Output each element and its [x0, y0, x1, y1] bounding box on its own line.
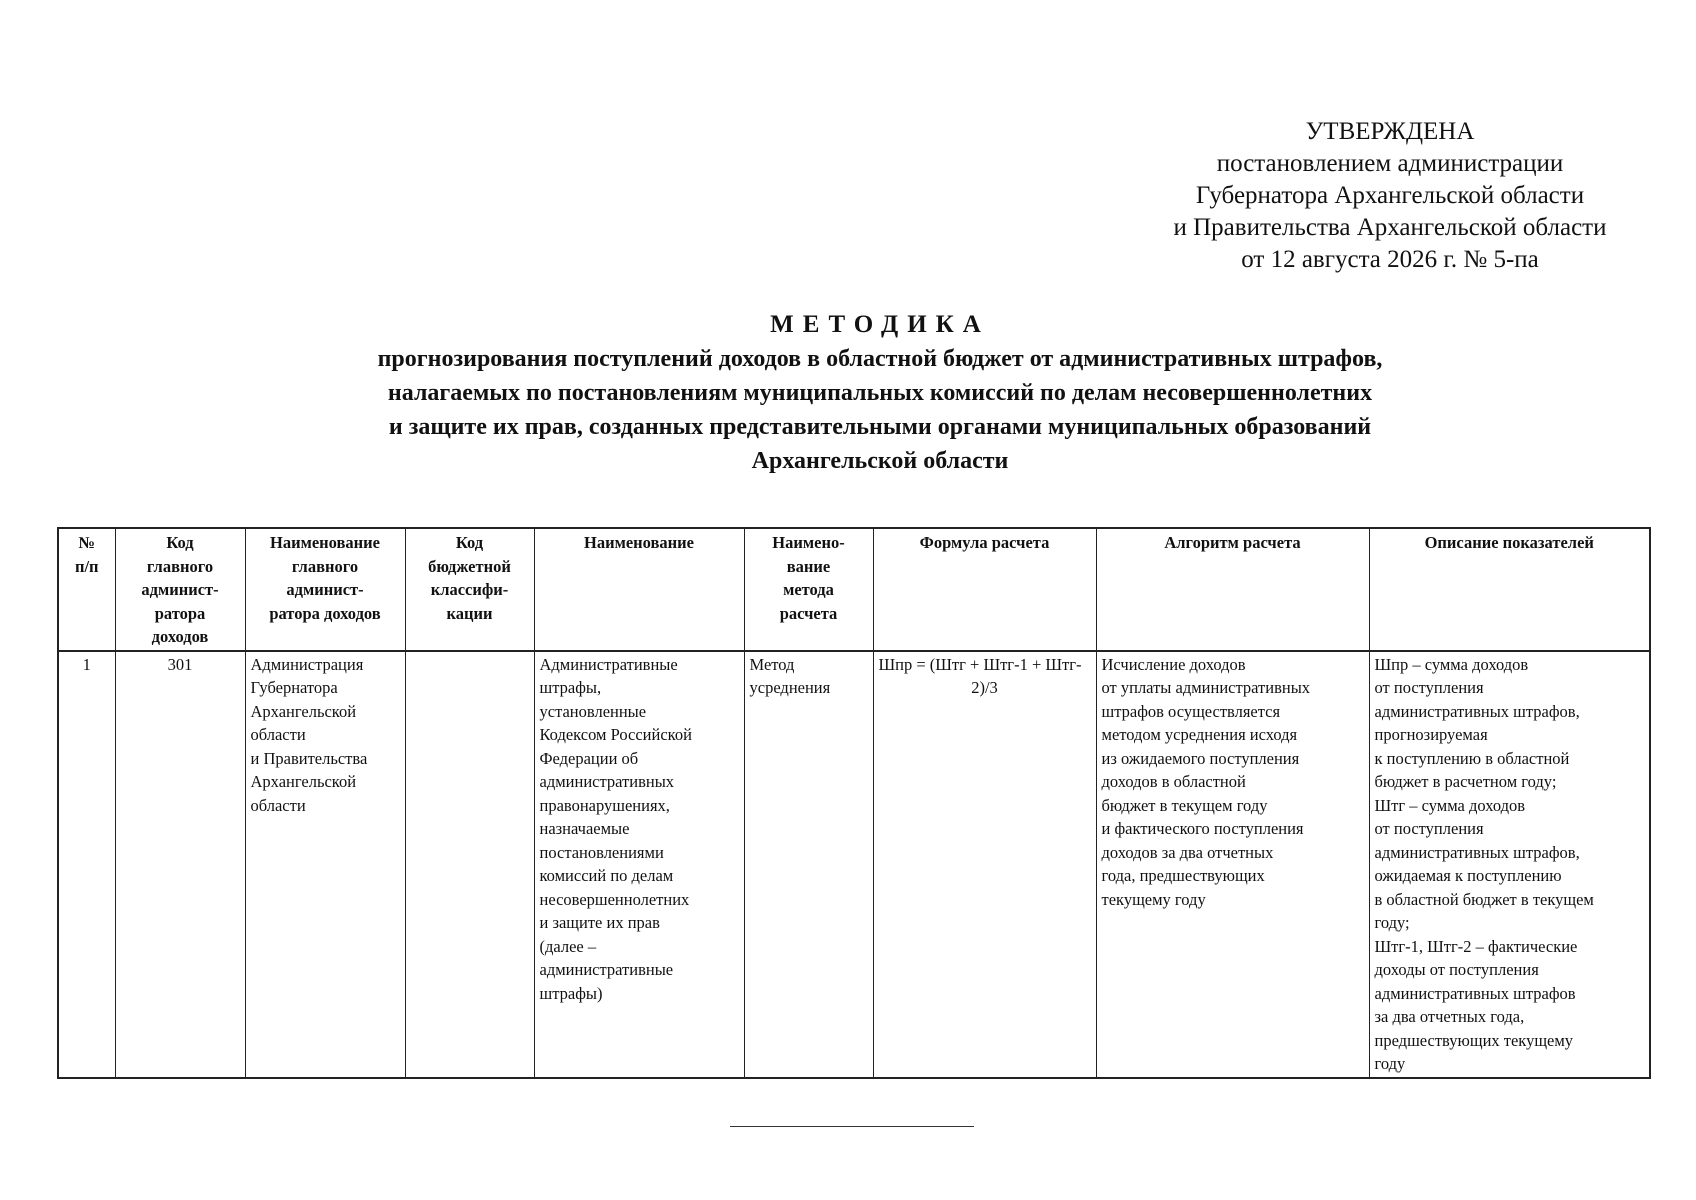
approval-line: и Правительства Архангельской области [1173, 214, 1607, 241]
header-text-line: админист- [141, 580, 219, 599]
header-name [534, 528, 744, 651]
cell-text-line: штрафы, [539, 678, 602, 697]
table-row [58, 651, 1650, 1078]
header-text-line: главного [146, 556, 214, 576]
cell-text-line: Архангельской [250, 701, 357, 721]
cell-admin-code: 301 [115, 651, 245, 1078]
header-text-line: вание [786, 556, 831, 576]
cell-kbk [405, 651, 534, 1078]
title-line: Архангельской области [751, 448, 1009, 474]
cell-text-line: Метод [749, 654, 795, 674]
cell-text-line: года, предшествующих [1101, 866, 1265, 885]
header-num [58, 528, 115, 651]
header-text-line: Наимено- [772, 533, 845, 552]
header-text-line: Формула расчета [919, 533, 1050, 552]
cell-text-line: к поступлению в областной [1374, 748, 1570, 768]
cell-text-line: Федерации об [539, 748, 639, 768]
header-admin-name [245, 528, 405, 651]
title-line: налагаемых по постановлениям муниципальных комиссий по делам несовершеннолетних [387, 380, 1373, 406]
document-title [150, 308, 1610, 478]
header-text-line: Код [166, 533, 194, 552]
cell-text-line: текущему году [1101, 889, 1206, 909]
header-text-line: ратора [154, 603, 206, 623]
cell-text-line: штрафов осуществляется [1101, 701, 1281, 721]
cell-text-line: назначаемые [539, 819, 630, 838]
cell-text-line: Архангельской [250, 772, 357, 791]
formula-line: Шпр = (Штг + Штг-1 + Штг- [878, 654, 1082, 674]
header-text-line: главного [291, 556, 359, 576]
cell-text-line: и защите их прав [539, 913, 660, 932]
cell-text-line: Штг – сумма доходов [1374, 795, 1526, 815]
cell-text-line: Шпр – сумма доходов [1374, 654, 1529, 674]
header-text-line: кации [446, 603, 493, 623]
cell-text-line: Исчисление доходов [1101, 654, 1246, 674]
cell-text-line: доходов за два отчетных [1101, 842, 1274, 862]
header-text-line: админист- [286, 580, 364, 599]
cell-text-line: правонарушениях, [539, 795, 670, 815]
header-text-line: доходов [151, 627, 209, 646]
header-text-line: Наименование [270, 533, 380, 552]
header-text-line: п/п [74, 556, 99, 576]
cell-text-line: из ожидаемого поступления [1101, 748, 1300, 768]
cell-text-line: ожидаемая к поступлению [1374, 866, 1562, 885]
header-text-line: расчета [779, 603, 838, 623]
cell-text-line: штрафы) [539, 983, 603, 1003]
header-formula [873, 528, 1096, 651]
separator-line [730, 1126, 974, 1127]
cell-text-line: от поступления [1374, 819, 1484, 838]
cell-name [534, 651, 744, 1078]
cell-text-line: области [250, 795, 306, 815]
cell-text-line: методом усреднения исходя [1101, 725, 1298, 744]
cell-admin-name [245, 651, 405, 1078]
header-text-line: Наименование [584, 533, 694, 552]
cell-text-line: постановлениями [539, 842, 664, 862]
cell-text-line: прогнозируемая [1374, 725, 1488, 744]
cell-text-line: административных [539, 772, 675, 791]
cell-description [1369, 651, 1650, 1078]
approval-line: Губернатора Архангельской области [1195, 182, 1585, 209]
cell-text-line: Штг-1, Штг-2 – фактические [1374, 936, 1578, 956]
header-text-line: бюджетной [428, 556, 511, 576]
header-text-line: Описание показателей [1424, 533, 1594, 552]
cell-text-line: Губернатора [250, 678, 338, 697]
cell-text-line: области [250, 725, 306, 744]
cell-text-line: от поступления [1374, 678, 1484, 697]
header-algorithm [1096, 528, 1369, 651]
cell-text-line: административные [539, 960, 674, 979]
cell-text-line: в областной бюджет в текущем [1374, 889, 1594, 909]
header-text-line: метода [783, 580, 834, 599]
cell-text-line: установленные [539, 701, 647, 721]
cell-text-line: бюджет в текущем году [1101, 795, 1268, 815]
cell-text-line: комиссий по делам [539, 866, 674, 885]
formula-line: 2)/3 [971, 678, 998, 697]
cell-text-line: доходы от поступления [1374, 960, 1539, 979]
title-line: прогнозирования поступлений доходов в областной бюджет от административных штрафов, [377, 346, 1383, 372]
title-heading: МЕТОДИКА [770, 311, 990, 338]
cell-text-line: бюджет в расчетном году; [1374, 772, 1557, 791]
cell-formula [873, 651, 1096, 1078]
approval-line: постановлением администрации [1216, 150, 1564, 177]
cell-text-line: усреднения [749, 678, 831, 697]
cell-text-line: и Правительства [250, 748, 368, 768]
cell-text-line: Кодексом Российской [539, 725, 692, 744]
approval-stamp [1120, 116, 1660, 276]
cell-text-line: доходов в областной [1101, 772, 1246, 791]
header-text-line: Код [455, 533, 484, 552]
header-text-line: № [78, 533, 96, 552]
cell-algorithm [1096, 651, 1369, 1078]
cell-text-line: (далее – [539, 936, 597, 956]
cell-text-line: административных штрафов, [1374, 701, 1580, 721]
cell-num: 1 [58, 651, 115, 1078]
header-method [744, 528, 873, 651]
methodology-table [57, 527, 1651, 1079]
cell-text-line: Администрация [250, 654, 364, 674]
cell-text-line: году; [1374, 913, 1410, 932]
cell-text-line: несовершеннолетних [539, 889, 690, 909]
cell-text-line: предшествующих текущему [1374, 1030, 1574, 1050]
cell-text-line: за два отчетных года, [1374, 1007, 1525, 1026]
cell-text-line: Административные [539, 654, 678, 674]
header-text-line: ратора доходов [269, 603, 381, 623]
cell-text-line: административных штрафов [1374, 983, 1576, 1003]
cell-text-line: административных штрафов, [1374, 842, 1580, 862]
header-text-line: Алгоритм расчета [1164, 533, 1301, 552]
table-header-row [58, 528, 1650, 651]
title-line: и защите их прав, созданных представительными органами муниципальных образований [388, 414, 1372, 440]
cell-text-line: от уплаты административных [1101, 678, 1311, 697]
header-description [1369, 528, 1650, 651]
header-admin-code [115, 528, 245, 651]
approval-date: от 12 августа 2026 г. № 5-па [1241, 246, 1539, 273]
header-kbk [405, 528, 534, 651]
cell-text-line: и фактического поступления [1101, 819, 1304, 838]
header-text-line: классифи- [430, 580, 509, 599]
cell-text-line: году [1374, 1054, 1406, 1073]
cell-method [744, 651, 873, 1078]
approval-title: УТВЕРЖДЕНА [1305, 118, 1475, 145]
